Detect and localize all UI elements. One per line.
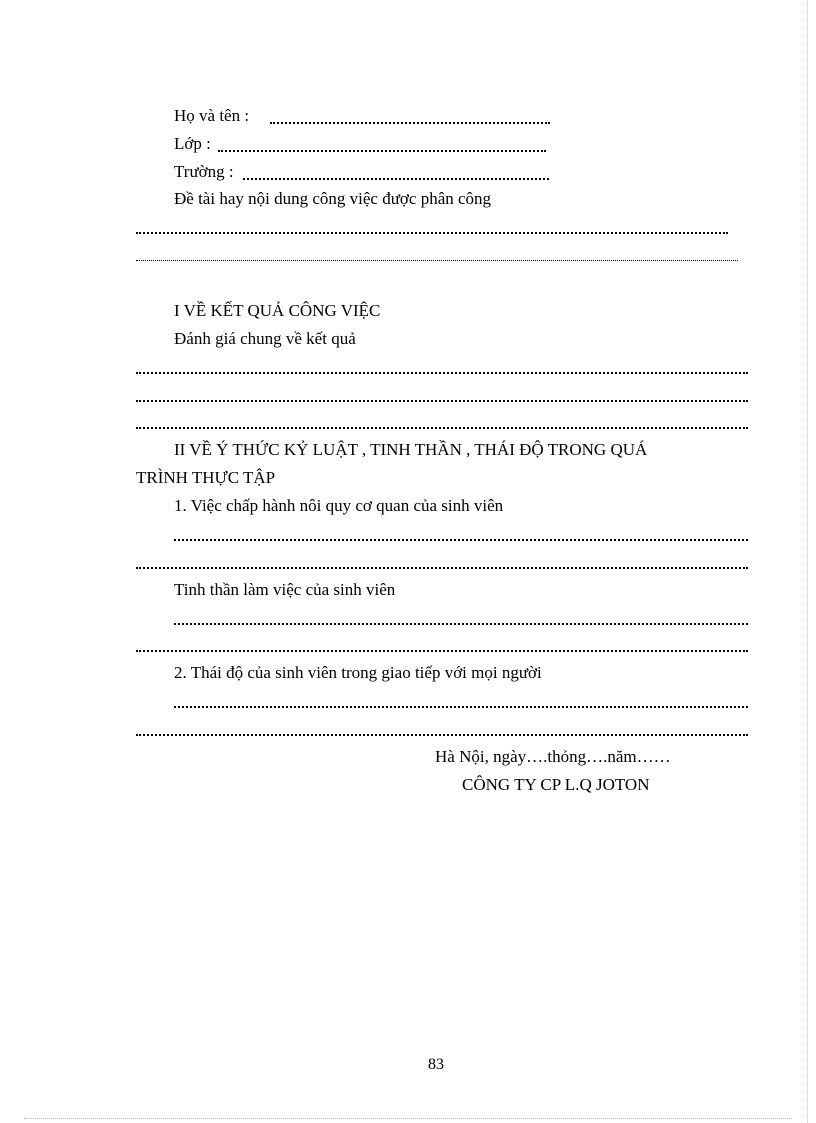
section2-item1-label: 1. Việc chấp hành nôi quy cơ quan của sinh viên	[174, 496, 504, 515]
section2-heading-line2: TRÌNH THỰC TẬP	[136, 468, 276, 487]
name-dotted-line	[270, 108, 550, 124]
section1-dotted-line-1	[136, 358, 748, 374]
topic-label-row	[174, 189, 491, 209]
page-bottom-border	[24, 1118, 792, 1119]
page-number: 83	[428, 1056, 444, 1073]
topic-label: Đề tài hay nội dung công việc được phân công	[174, 189, 492, 208]
section2-heading-line1: II VỀ Ý THỨC KỶ LUẬT , TINH THẦN , THÁI ĐỘ TRONG QUÁ	[174, 440, 648, 459]
section2-item1-dotted-line-1	[174, 525, 748, 541]
section2-spirit-dotted-line-2	[136, 636, 748, 652]
school-label: Trường :	[174, 162, 234, 181]
section1-subheading: Đánh giá chung về kết quả	[174, 329, 356, 348]
section2-spirit-dotted-line-1	[174, 609, 748, 625]
class-field-row	[174, 134, 211, 154]
school-field-row	[174, 162, 234, 182]
signature-company: CÔNG TY CP L.Q JOTON	[462, 775, 650, 794]
topic-dotted-line-2	[136, 246, 738, 261]
section1-dotted-line-3	[136, 413, 748, 429]
topic-dotted-line-1	[136, 218, 728, 234]
section1-dotted-line-2	[136, 386, 748, 402]
name-label: Họ và tên :	[174, 106, 250, 125]
section2-item2-label: 2. Thái độ của sinh viên trong giao tiếp với mọi người	[174, 663, 542, 682]
section2-item1-dotted-line-2	[136, 553, 748, 569]
name-field-row	[174, 106, 249, 126]
class-dotted-line	[218, 136, 546, 152]
section2-item2-dotted-line-2	[136, 720, 748, 736]
class-label: Lớp :	[174, 134, 211, 153]
section2-item2-dotted-line-1	[174, 692, 748, 708]
signature-date-line: Hà Nội, ngày….thỏng….năm……	[435, 747, 671, 766]
section2-spirit-label: Tinh thần làm việc của sinh viên	[174, 580, 396, 599]
page-right-border	[807, 0, 808, 1123]
section1-heading: I VỀ KẾT QUẢ CÔNG VIỆC	[174, 301, 381, 320]
school-dotted-line	[243, 164, 549, 180]
